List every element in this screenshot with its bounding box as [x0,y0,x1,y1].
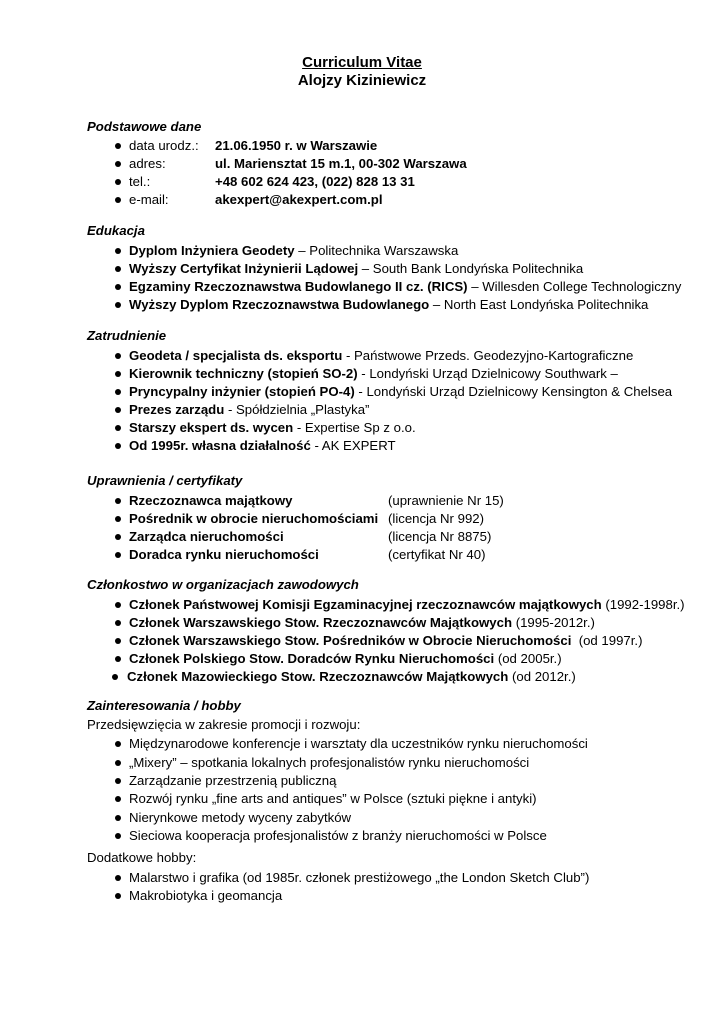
bullet-icon [115,143,121,149]
hobby-intro: Przedsięwzięcia w zakresie promocji i rozwoju: [87,717,361,732]
section-heading-membership: Członkostwo w organizacjach zawodowych [87,577,359,592]
basic-value-birth: 21.06.1950 r. w Warszawie [215,138,378,153]
section-heading-employment: Zatrudnienie [87,328,167,343]
bullet-icon [115,266,121,272]
bullet-icon [115,498,121,504]
bullet-icon [115,248,121,254]
basic-label-phone: tel.: [129,174,151,189]
bullet-icon [115,760,121,766]
bullet-icon [115,534,121,540]
document-title: Curriculum Vitae [302,54,422,71]
extra-hobby-heading: Dodatkowe hobby: [87,850,197,865]
bullet-icon [115,179,121,185]
bullet-icon [115,197,121,203]
membership-item: Członek Warszawskiego Stow. Rzeczoznawców Majątkowych (1995-2012r.) [129,615,595,630]
basic-value-address: ul. Mariensztat 15 m.1, 00-302 Warszawa [215,156,467,171]
hobby-item: „Mixery” – spotkania lokalnych profesjonalistów rynku nieruchomości [129,755,530,770]
bullet-icon [115,778,121,784]
license-note: (uprawnienie Nr 15) [388,493,504,508]
bullet-icon [115,407,121,413]
hobby-item: Rozwój rynku „fine arts and antiques” w Polsce (sztuki piękne i antyki) [129,791,537,806]
bullet-icon [115,371,121,377]
employment-item: Od 1995r. własna działalność - AK EXPERT [129,438,396,453]
section-heading-licenses: Uprawnienia / certyfikaty [87,473,243,488]
membership-item: Członek Mazowieckiego Stow. Rzeczoznawców Majątkowych (od 2012r.) [127,669,576,684]
license-name: Doradca rynku nieruchomości [129,547,319,562]
education-item: Dyplom Inżyniera Geodety – Politechnika Warszawska [129,243,459,258]
membership-item: Członek Państwowej Komisji Egzaminacyjnej rzeczoznawców majątkowych (1992-1998r.) [129,597,685,612]
bullet-icon [115,638,121,644]
hobby-item: Zarządzanie przestrzenią publiczną [129,773,337,788]
person-name: Alojzy Kiziniewicz [297,72,427,89]
education-item: Wyższy Dyplom Rzeczoznawstwa Budowlanego – North East Londyńska Politechnika [129,297,649,312]
license-name: Pośrednik w obrocie nieruchomościami [129,511,379,526]
employment-item: Kierownik techniczny (stopień SO-2) - Londyński Urząd Dzielnicowy Southwark – [129,366,618,381]
basic-label-email: e-mail: [129,192,169,207]
education-item: Egzaminy Rzeczoznawstwa Budowlanego II cz. (RICS) – Willesden College Technologiczny [129,279,682,294]
bullet-icon [115,796,121,802]
employment-item: Starszy ekspert ds. wycen - Expertise Sp z o.o. [129,420,416,435]
bullet-icon [115,893,121,899]
bullet-icon [115,353,121,359]
basic-value-email: akexpert@akexpert.com.pl [215,192,383,207]
license-name: Rzeczoznawca majątkowy [129,493,293,508]
employment-item: Pryncypalny inżynier (stopień PO-4) - Londyński Urząd Dzielnicowy Kensington & Chelsea [129,384,673,399]
license-note: (certyfikat Nr 40) [388,547,486,562]
hobby-item: Sieciowa kooperacja profesjonalistów z branży nieruchomości w Polsce [129,828,547,843]
bullet-icon [115,443,121,449]
section-heading-basic: Podstawowe dane [87,119,202,134]
bullet-icon [115,741,121,747]
bullet-icon [115,552,121,558]
hobby-item: Nierynkowe metody wyceny zabytków [129,810,352,825]
section-heading-hobby: Zainteresowania / hobby [87,698,241,713]
section-heading-education: Edukacja [87,223,145,238]
license-name: Zarządca nieruchomości [129,529,284,544]
bullet-icon [115,302,121,308]
membership-item: Członek Polskiego Stow. Doradców Rynku Nieruchomości (od 2005r.) [129,651,562,666]
basic-value-phone: +48 602 624 423, (022) 828 13 31 [215,174,415,189]
extra-hobby-item: Malarstwo i grafika (od 1985r. członek prestiżowego „the London Sketch Club”) [129,870,590,885]
basic-label-address: adres: [129,156,166,171]
hobby-item: Międzynarodowe konferencje i warsztaty dla uczestników rynku nieruchomości [129,736,588,751]
license-note: (licencja Nr 992) [388,511,485,526]
employment-item: Geodeta / specjalista ds. eksportu - Państwowe Przeds. Geodezyjno-Kartograficzne [129,348,634,363]
bullet-icon [115,815,121,821]
bullet-icon [115,656,121,662]
bullet-icon [112,674,118,680]
bullet-icon [115,425,121,431]
bullet-icon [115,516,121,522]
bullet-icon [115,284,121,290]
basic-label-birth: data urodz.: [129,138,199,153]
bullet-icon [115,161,121,167]
membership-item: Członek Warszawskiego Stow. Pośredników w Obrocie Nieruchomości (od 1997r.) [129,633,643,648]
bullet-icon [115,875,121,881]
license-note: (licencja Nr 8875) [388,529,492,544]
employment-item: Prezes zarządu - Spółdzielnia „Plastyka” [129,402,370,417]
bullet-icon [115,602,121,608]
bullet-icon [115,389,121,395]
education-item: Wyższy Certyfikat Inżynierii Lądowej – South Bank Londyńska Politechnika [129,261,584,276]
bullet-icon [115,833,121,839]
bullet-icon [115,620,121,626]
extra-hobby-item: Makrobiotyka i geomancja [129,888,283,903]
